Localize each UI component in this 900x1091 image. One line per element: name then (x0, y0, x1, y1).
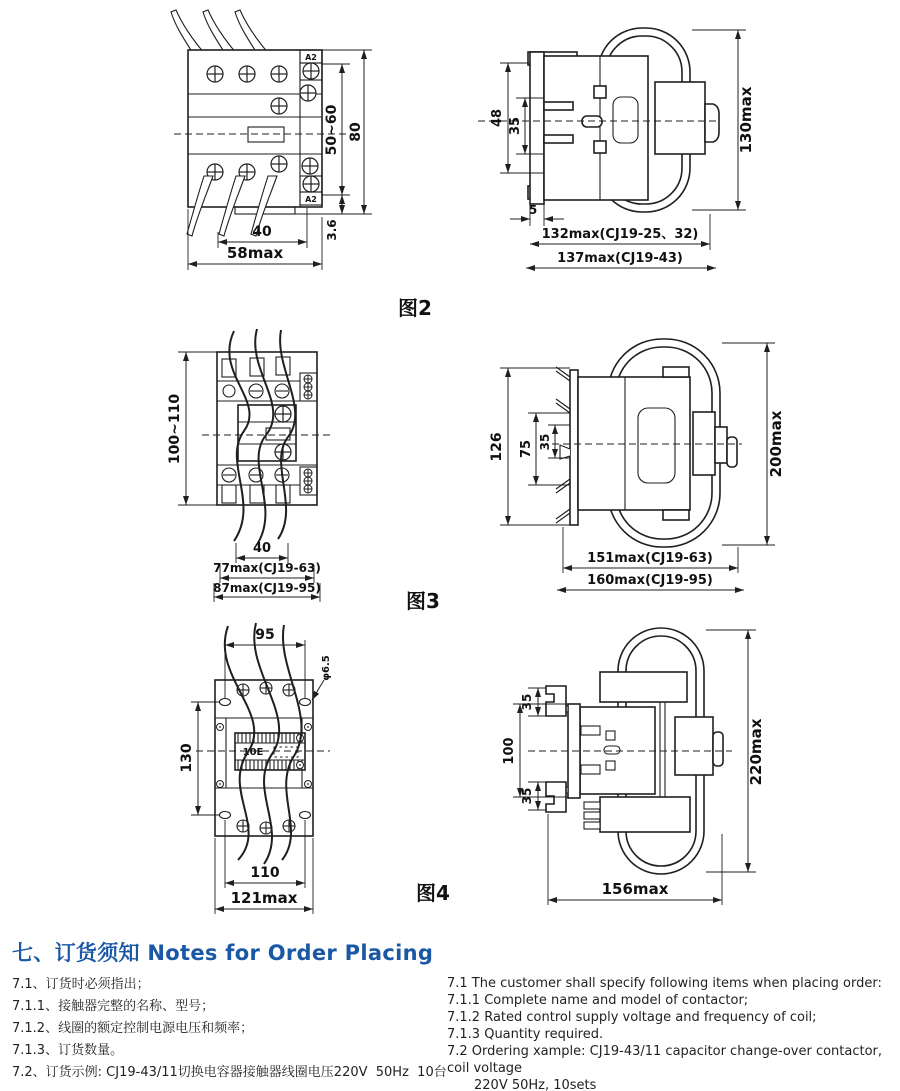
dim-label: φ6.5 (321, 655, 332, 681)
fig4-side-view-drawing (480, 612, 900, 920)
contactor-side-outline (528, 628, 732, 874)
dim-label: 160max(CJ19-95) (587, 573, 713, 588)
dim-label: 95 (255, 627, 275, 643)
dim-label: 48 (490, 108, 505, 128)
dim-label: 220max (747, 718, 765, 786)
notes-chinese-list (12, 974, 447, 1084)
notes-english-list (447, 975, 895, 1091)
note-item-en: 7.1 The customer shall specify following items when placing order: (447, 976, 882, 991)
terminal-a2-bottom-label: A2 (305, 195, 317, 204)
note-item-cn: 7.1、订货时必须指出； (12, 977, 150, 992)
fig2-caption: 图2 (398, 296, 432, 320)
note-item-cn: 7.1.2、线圈的额定控制电源电压和频率； (12, 1021, 254, 1036)
dim-label: 200max (767, 410, 785, 478)
note-item-en: 7.1.1 Complete name and model of contactor; (447, 993, 749, 1008)
terminal-a2-top-label: A2 (305, 53, 317, 62)
note-item-cn: 7.1.1、接触器完整的名称、型号； (12, 999, 215, 1014)
dim-label: 137max(CJ19-43) (557, 251, 683, 266)
fig2-side-view-drawing (470, 2, 895, 284)
contactor-front-outline (202, 329, 330, 543)
dim-label: 5 (528, 203, 538, 217)
dim-label: 151max(CJ19-63) (587, 551, 713, 566)
note-item-en: 7.1.3 Quantity required. (447, 1027, 604, 1042)
dim-label: 3.6 (325, 219, 339, 241)
dim-label: 58max (226, 244, 284, 262)
dim-label: 40 (252, 541, 272, 556)
dim-label: 87max(CJ19-95) (213, 581, 321, 595)
note-item-cn: 7.1.3、订货数量。 (12, 1043, 124, 1058)
coil-mark-label: 10E (242, 747, 264, 758)
fig4-caption: 图4 (416, 881, 450, 905)
dim-label: 35 (520, 787, 534, 805)
note-item-en: 7.2 Ordering xample: CJ19-43/11 capacitor change-over contactor, coil voltage (447, 1044, 883, 1076)
contactor-front-outline (196, 623, 330, 864)
dim-label: 35 (508, 116, 523, 136)
dim-label: 110 (250, 865, 280, 881)
note-item-cn: 7.2、订货示例: CJ19-43/11切换电容器接触器线圈电压220V 50Hz 10台 (12, 1065, 447, 1080)
fig3-caption: 图3 (406, 589, 440, 613)
contactor-side-outline (552, 339, 742, 547)
dim-label: 132max(CJ19-25、32) (541, 227, 699, 242)
dim-label: 130max (737, 86, 755, 154)
dim-label: 121max (230, 889, 298, 907)
note-item-en: 220V 50Hz, 10sets (474, 1078, 597, 1091)
dim-label: 130 (179, 743, 195, 773)
dim-label: 77max(CJ19-63) (213, 561, 321, 575)
dim-label: 75 (519, 439, 534, 459)
dim-label: 40 (252, 224, 272, 240)
dim-label: 156max (601, 880, 669, 898)
section-heading: 七、订货须知 Notes for Order Placing (12, 941, 434, 965)
dim-label: 35 (520, 693, 534, 711)
dim-label: 100~110 (167, 393, 183, 465)
fig4-front-view-drawing (148, 618, 448, 918)
dim-label: 80 (348, 122, 364, 142)
note-item-en: 7.1.2 Rated control supply voltage and frequency of coil; (447, 1010, 817, 1025)
dim-label: 100 (502, 737, 517, 765)
dim-label: 126 (489, 432, 505, 462)
dim-label: 50~60 (324, 104, 340, 156)
dim-label: 35 (538, 433, 552, 451)
fig3-side-view-drawing (460, 325, 900, 610)
fig2-front-view-drawing (130, 2, 395, 284)
fig3-front-view-drawing (148, 325, 428, 610)
